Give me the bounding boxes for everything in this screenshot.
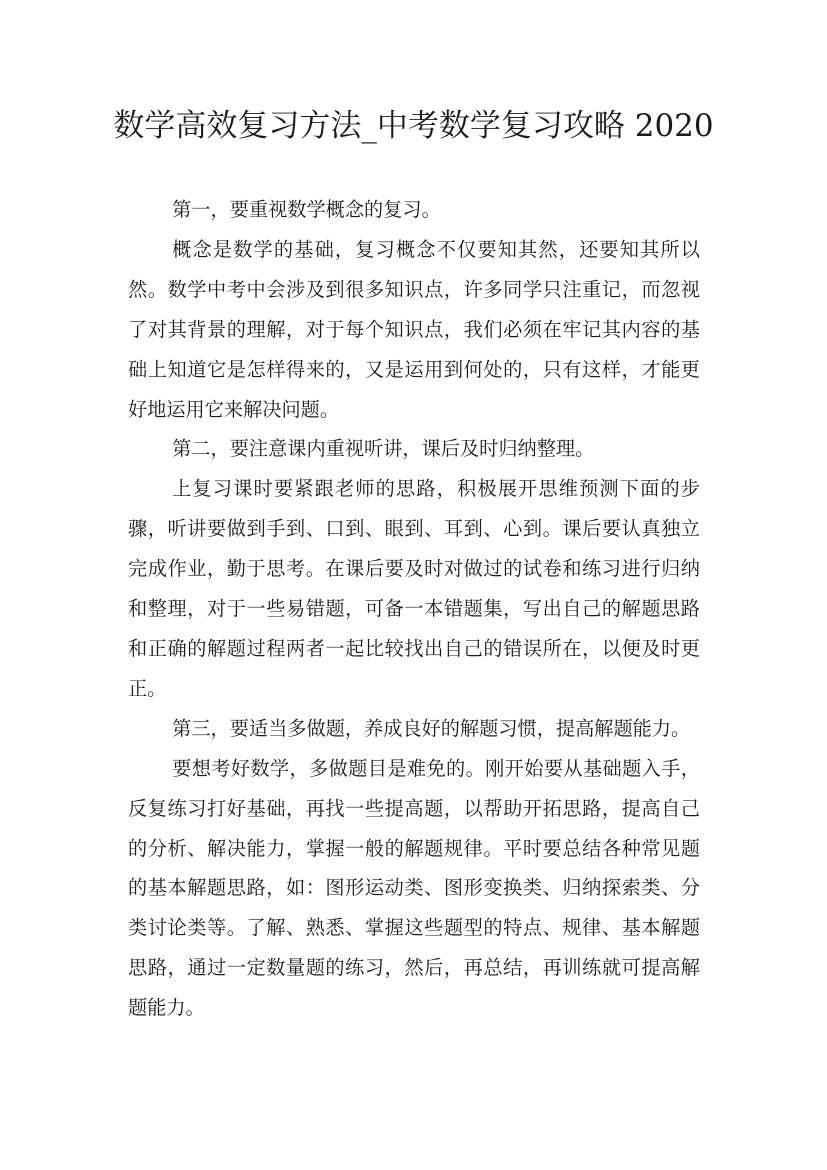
document-title: 数学高效复习方法_中考数学复习攻略 2020 [113, 108, 714, 144]
heading-point-2: 第二，要注意课内重视听讲，课后及时归纳整理。 [172, 437, 595, 461]
paragraph-3: 要想考好数学，多做题目是难免的。刚开始要从基础题入手，反复练习打好基础，再找一些提高题，以帮助开拓思路，提高自己的分析、解决能力，掌握一般的解题规律。平时要总结各种常见题的基本解题思路，如：图形运动类、图形变换类、归纳探索类、分类讨论类等。了解、熟悉、掌握这些题型的特点、规律、基本解题思路，通过一定数量题的练习，然后，再总结，再训练就可提高解题能力。 [128, 756, 700, 1020]
paragraph-1: 概念是数学的基础，复习概念不仅要知其然，还要知其所以然。数学中考中会涉及到很多知识点，许多同学只注重记，而忽视了对其背景的理解，对于每个知识点，我们必须在牢记其内容的基础上知道它是怎样得来的，又是运用到何处的，只有这样，才能更好地运用它来解决问题。 [128, 237, 700, 421]
heading-point-1: 第一，要重视数学概念的复习。 [172, 198, 441, 221]
document-body [128, 190, 700, 1028]
paragraph-2: 上复习课时要紧跟老师的思路，积极展开思维预测下面的步骤，听讲要做到手到、口到、眼到、耳到、心到。课后要认真独立完成作业，勤于思考。在课后要及时对做过的试卷和练习进行归纳和整理，对于一些易错题，可备一本错题集，写出自己的解题思路和正确的解题过程两者一起比较找出自己的错误所在，以便及时更正。 [128, 477, 700, 700]
heading-point-3: 第三，要适当多做题，养成良好的解题习惯，提高解题能力。 [172, 716, 691, 740]
